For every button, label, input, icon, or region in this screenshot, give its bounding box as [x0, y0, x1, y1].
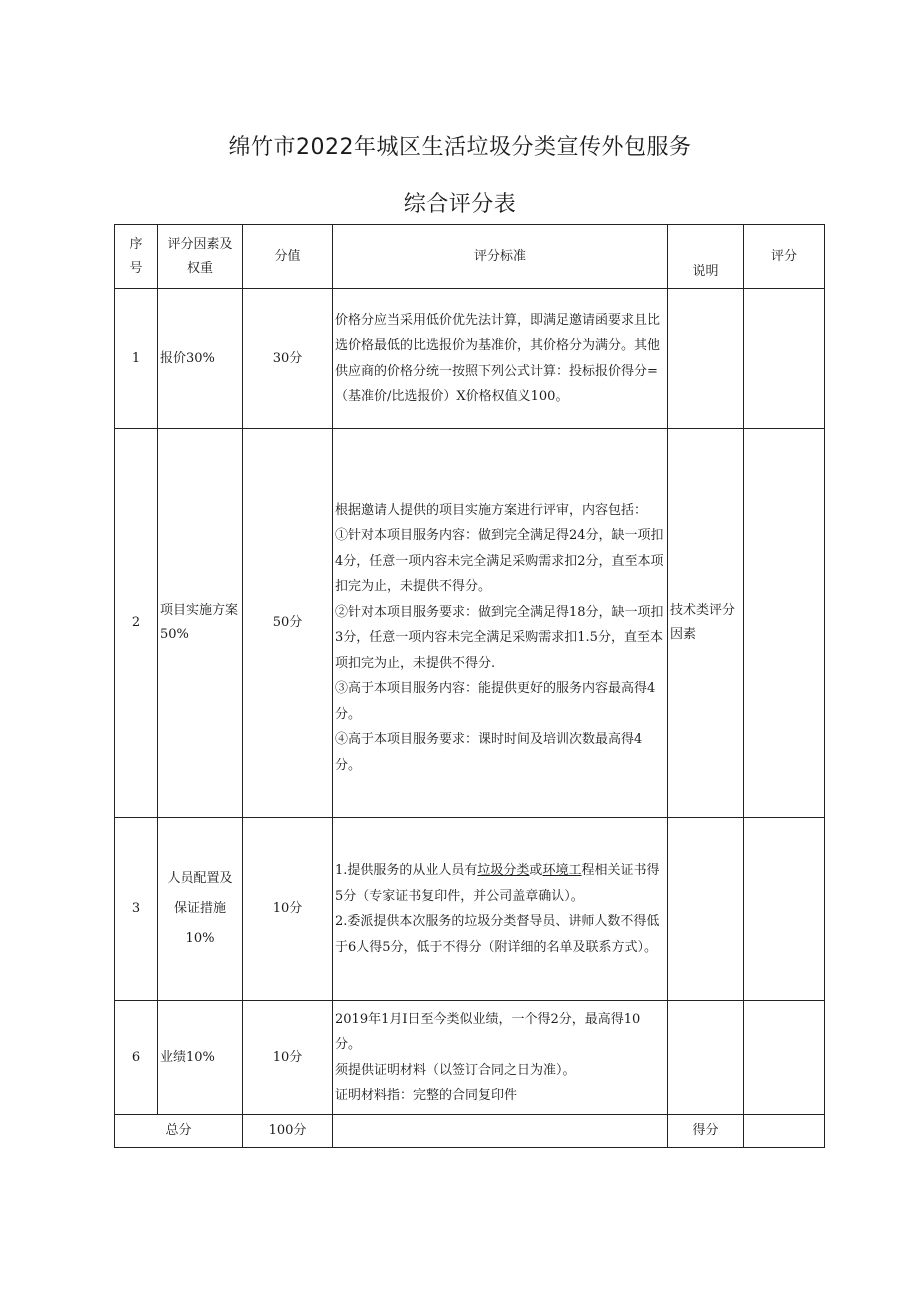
criteria-underlined: 环境工 [542, 863, 582, 878]
row-seq: 6 [115, 1001, 158, 1115]
header-seq: 序号 [115, 225, 158, 289]
row-grade [744, 289, 825, 429]
criteria-text: 程相关证书得5分（专家证书复印件，并公司盖章确认）。 [335, 863, 660, 904]
factor-line: 10% [185, 931, 215, 946]
total-criteria [333, 1115, 668, 1148]
row-note [668, 1001, 744, 1115]
criteria-underlined: 垃圾分类 [477, 863, 530, 878]
row-factor [158, 818, 243, 1001]
total-score: 100分 [243, 1115, 333, 1148]
table-row [115, 1001, 825, 1115]
header-grade: 评分 [744, 225, 825, 289]
criteria-item: ②针对本项目服务要求：做到完全满足得18分，缺一项扣3分，任意一项内容未完全满足采购需求扣1.5分，直至本项扣完为止，未提供不得分. [335, 604, 664, 671]
criteria-item: ④高于本项目服务要求：课时时间及培训次数最高得4分。 [335, 732, 643, 773]
table-row [115, 289, 825, 429]
row-criteria [333, 818, 668, 1001]
criteria-paragraph: 须提供证明材料（以签订合同之日为准）。 [335, 1062, 576, 1078]
row-criteria [333, 429, 668, 818]
row-seq: 2 [115, 429, 158, 818]
row-grade [744, 429, 825, 818]
row-criteria: 价格分应当采用低价优先法计算，即满足邀请函要求且比选价格最低的比选报价为基准价，其价格分为满分。其他供应商的价格分统一按照下列公式计算：投标报价得分=（基准价/比选报价）X价格权值义100。 [333, 289, 668, 429]
total-note: 得分 [668, 1115, 744, 1148]
factor-line: 保证措施 [173, 901, 226, 916]
total-grade [744, 1115, 825, 1148]
row-factor: 业绩10% [158, 1001, 243, 1115]
row-note [668, 289, 744, 429]
header-note: 说明 [668, 225, 744, 289]
header-score-value: 分值 [243, 225, 333, 289]
row-note: 技术类评分因素 [668, 429, 744, 818]
document-subtitle: 综合评分表 [403, 192, 517, 217]
row-seq: 1 [115, 289, 158, 429]
header-criteria: 评分标准 [333, 225, 668, 289]
total-row [115, 1115, 825, 1148]
factor-line: 人员配置及 [167, 871, 233, 886]
row-factor: 报价30% [158, 289, 243, 429]
row-note [668, 818, 744, 1001]
table-row [115, 818, 825, 1001]
criteria-intro: 根据邀请人提供的项目实施方案进行评审，内容包括： [335, 502, 648, 518]
row-score: 30分 [243, 289, 333, 429]
criteria-text: 或 [529, 863, 543, 878]
criteria-paragraph: 2019年1月I日至今类似业绩，一个得2分，最高得10分。 [335, 1011, 641, 1052]
criteria-item: ③高于本项目服务内容：能提供更好的服务内容最高得4分。 [335, 681, 656, 722]
total-label: 总分 [115, 1115, 243, 1148]
criteria-text: 1.提供服务的从业人员有 [335, 863, 478, 878]
criteria-paragraph [335, 858, 665, 909]
row-score: 10分 [243, 818, 333, 1001]
criteria-paragraph: 2.委派提供本次服务的垃圾分类督导员、讲师人数不得低于6人得5分，低于不得分（附详细的名单及联系方式）。 [335, 914, 660, 955]
header-row [115, 225, 825, 289]
row-factor: 项目实施方案50% [158, 429, 243, 818]
row-score: 10分 [243, 1001, 333, 1115]
criteria-item: ①针对本项目服务内容：做到完全满足得24分，缺一项扣4分，任意一项内容未完全满足采购需求扣2分，直至本项扣完为止，未提供不得分。 [335, 528, 664, 595]
row-criteria [333, 1001, 668, 1115]
document-title: 绵竹市2022年城区生活垃圾分类宣传外包服务 [228, 135, 692, 160]
criteria-paragraph: 证明材料指：完整的合同复印件 [335, 1088, 518, 1103]
row-grade [744, 1001, 825, 1115]
row-score: 50分 [243, 429, 333, 818]
row-grade [744, 818, 825, 1001]
scoring-table [114, 224, 825, 1148]
table-row [115, 429, 825, 818]
row-seq: 3 [115, 818, 158, 1001]
header-factor: 评分因素及权重 [158, 225, 243, 289]
